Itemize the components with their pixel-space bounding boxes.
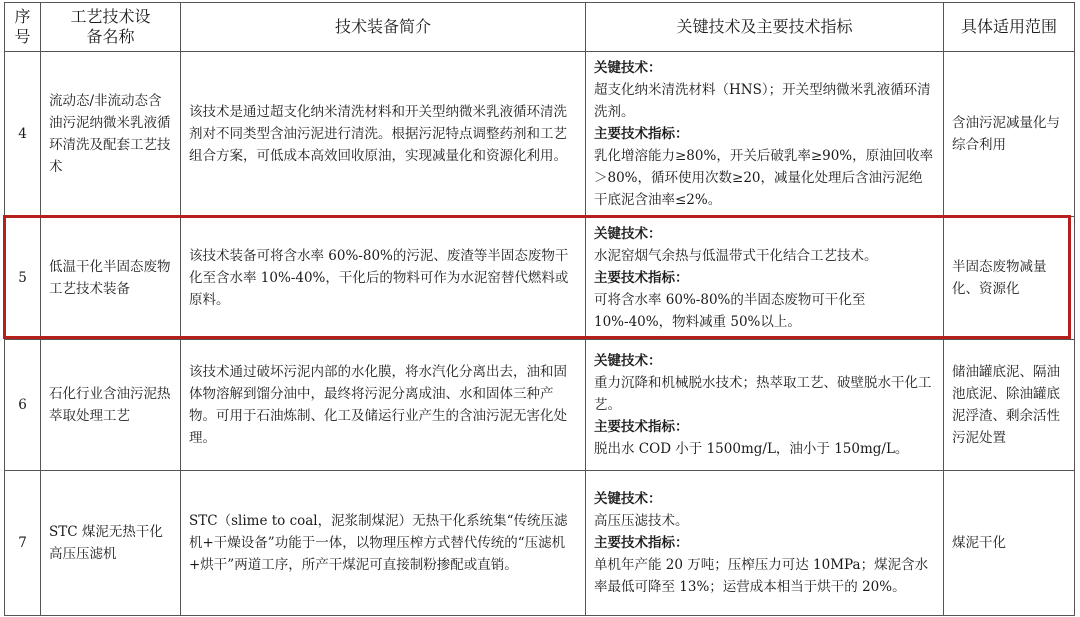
row-scope: 半固态废物减量化、资源化 bbox=[944, 217, 1075, 340]
row-seq: 4 bbox=[5, 52, 41, 217]
indicator-text: 脱出水 COD 小于 1500mg/L，油小于 150mg/L。 bbox=[594, 441, 909, 457]
header-seq: 序号 bbox=[5, 3, 41, 52]
row-key-tech bbox=[586, 471, 944, 616]
indicator-text: 乳化增溶能力≥80%，开关后破乳率≥90%，原油回收率＞80%，循环使用次数≥20，减量化处理后含油污泥绝干底泥含油率≤2%。 bbox=[594, 148, 934, 208]
key-tech-label: 关键技术： bbox=[594, 226, 662, 242]
key-tech-label: 关键技术： bbox=[594, 353, 662, 369]
row-key-tech bbox=[586, 340, 944, 471]
table-row bbox=[5, 340, 1075, 471]
row-name: 石化行业含油污泥热萃取处理工艺 bbox=[41, 340, 181, 471]
table-row bbox=[5, 52, 1075, 217]
key-tech-text: 水泥窑烟气余热与低温带式干化结合工艺技术。 bbox=[594, 248, 878, 264]
row-scope: 含油污泥减量化与综合利用 bbox=[944, 52, 1075, 217]
header-name: 工艺技术设备名称 bbox=[41, 3, 181, 52]
row-key-tech bbox=[586, 52, 944, 217]
key-tech-label: 关键技术： bbox=[594, 491, 662, 507]
table-row bbox=[5, 471, 1075, 616]
key-tech-text: 高压压滤技术。 bbox=[594, 513, 689, 529]
header-intro: 技术装备简介 bbox=[181, 3, 586, 52]
row-name: 低温干化半固态废物工艺技术装备 bbox=[41, 217, 181, 340]
row-seq: 7 bbox=[5, 471, 41, 616]
indicator-label: 主要技术指标： bbox=[594, 270, 689, 286]
indicator-label: 主要技术指标： bbox=[594, 126, 689, 142]
header-key: 关键技术及主要技术指标 bbox=[586, 3, 944, 52]
row-intro: STC（slime to coal，泥浆制煤泥）无热干化系统集“传统压滤机+干燥设备”功能于一体，以物理压榨方式替代传统的“压滤机+烘干”两道工序，所产干煤泥可直接制粉掺配或直销。 bbox=[181, 471, 586, 616]
row-scope: 储油罐底泥、隔油池底泥、除油罐底泥浮渣、剩余活性污泥处置 bbox=[944, 340, 1075, 471]
row-intro: 该技术是通过超支化纳米清洗材料和开关型纳微米乳液循环清洗剂对不同类型含油污泥进行清洗。根据污泥特点调整药剂和工艺组合方案，可低成本高效回收原油，实现减量化和资源化利用。 bbox=[181, 52, 586, 217]
row-seq: 5 bbox=[5, 217, 41, 340]
row-scope: 煤泥干化 bbox=[944, 471, 1075, 616]
key-tech-text: 超支化纳米清洗材料（HNS）；开关型纳微米乳液循环清洗剂。 bbox=[594, 82, 931, 120]
indicator-label: 主要技术指标： bbox=[594, 535, 689, 551]
indicator-label: 主要技术指标： bbox=[594, 419, 689, 435]
row-seq: 6 bbox=[5, 340, 41, 471]
header-scope: 具体适用范围 bbox=[944, 3, 1075, 52]
technology-table bbox=[4, 2, 1075, 616]
table-header-row bbox=[5, 3, 1075, 52]
row-key-tech bbox=[586, 217, 944, 340]
table-row bbox=[5, 217, 1075, 340]
row-name: 流动态/非流动态含油污泥纳微米乳液循环清洗及配套工艺技术 bbox=[41, 52, 181, 217]
row-intro: 该技术通过破坏污泥内部的水化膜，将水汽化分离出去，油和固体物溶解到馏分油中，最终将污泥分离成油、水和固体三种产物。可用于石油炼制、化工及储运行业产生的含油污泥无害化处理。 bbox=[181, 340, 586, 471]
row-name: STC 煤泥无热干化高压压滤机 bbox=[41, 471, 181, 616]
key-tech-text: 重力沉降和机械脱水技术；热萃取工艺、破壁脱水干化工艺。 bbox=[594, 375, 932, 413]
indicator-text: 可将含水率 60%-80%的半固态废物可干化至10%-40%，物料减重 50%以上。 bbox=[594, 292, 866, 330]
row-intro: 该技术装备可将含水率 60%-80%的污泥、废渣等半固态废物干化至含水率 10%-40%，干化后的物料可作为水泥窑替代燃料或原料。 bbox=[181, 217, 586, 340]
indicator-text: 单机年产能 20 万吨；压榨压力可达 10MPa；煤泥含水率最低可降至 13%；运营成本相当于烘干的 20%。 bbox=[594, 557, 929, 595]
key-tech-label: 关键技术： bbox=[594, 60, 662, 76]
